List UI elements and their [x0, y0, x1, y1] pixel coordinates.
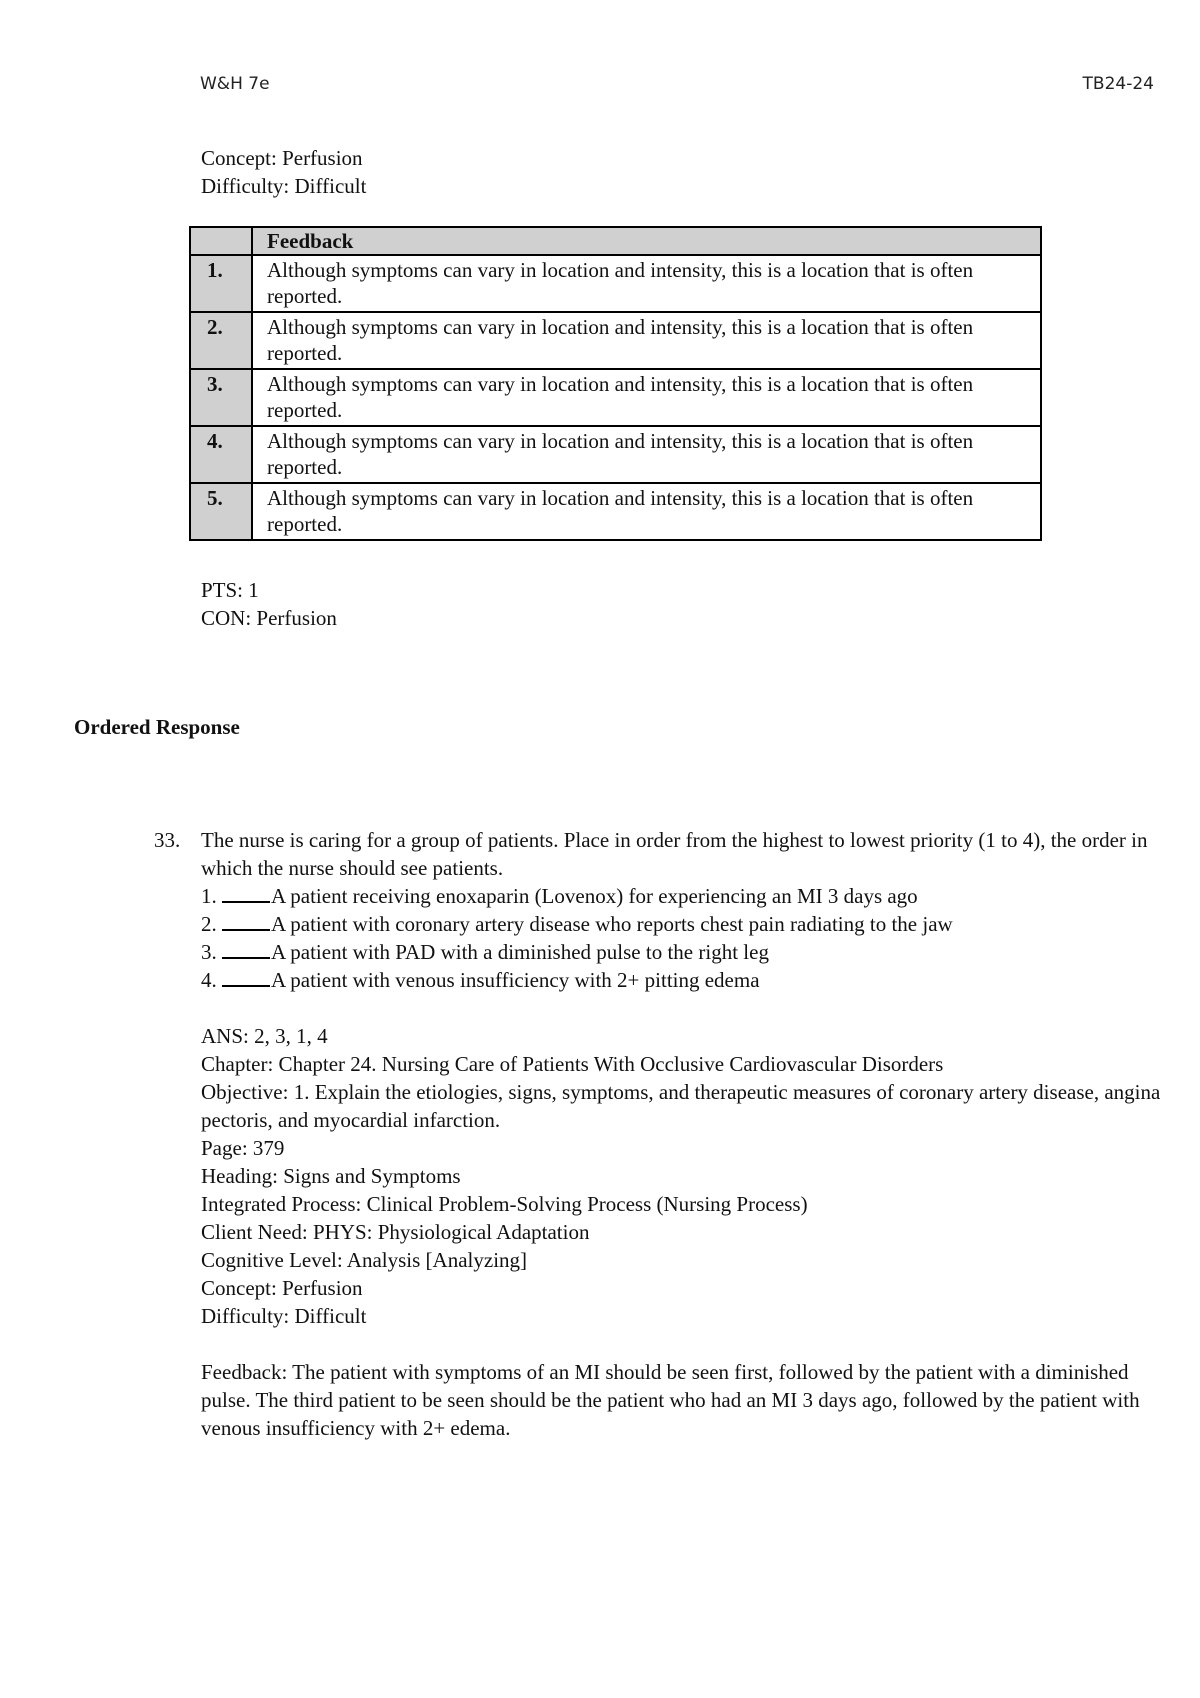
option-number: 2. [201, 912, 217, 936]
feedback-table-corner [190, 227, 252, 255]
integrated-process-line: Integrated Process: Clinical Problem-Solving Process (Nursing Process) [201, 1192, 808, 1216]
feedback-paragraph: Feedback: The patient with symptoms of an MI should be seen first, followed by the patient with a diminished pulse. The third patient to be seen should be the patient who had an MI 3 days ago, followed by the patient with venous insufficiency with 2+ edema. [201, 1360, 1140, 1440]
concept-line: Concept: Perfusion [201, 146, 363, 170]
answer-blank [222, 939, 270, 959]
answer-line: ANS: 2, 3, 1, 4 [201, 1024, 328, 1048]
concept-line: Concept: Perfusion [201, 1276, 363, 1300]
table-row [190, 426, 1041, 483]
option-item [201, 938, 1161, 966]
difficulty-line: Difficulty: Difficult [201, 174, 367, 198]
row-number: 1. [190, 255, 252, 312]
table-row [190, 369, 1041, 426]
option-number: 4. [201, 968, 217, 992]
option-text: A patient with venous insufficiency with 2+ pitting edema [271, 968, 760, 992]
row-feedback: Although symptoms can vary in location and intensity, this is a location that is often reported. [252, 312, 1041, 369]
option-text: A patient with PAD with a diminished pulse to the right leg [271, 940, 769, 964]
question-stem: The nurse is caring for a group of patients. Place in order from the highest to lowest priority (1 to 4), the order in which the nurse should see patients. [201, 828, 1148, 880]
option-item [201, 882, 1161, 910]
table-row [190, 255, 1041, 312]
difficulty-line: Difficulty: Difficult [201, 1304, 367, 1328]
page-line: Page: 379 [201, 1136, 285, 1160]
option-number: 1. [201, 884, 217, 908]
feedback-table-header: Feedback [252, 227, 1041, 255]
heading-line: Heading: Signs and Symptoms [201, 1164, 461, 1188]
running-header-left: W&H 7e [200, 74, 270, 94]
option-text: A patient with coronary artery disease who reports chest pain radiating to the jaw [271, 912, 953, 936]
feedback-table-header-row [190, 227, 1041, 255]
feedback-table [189, 226, 1042, 541]
row-number: 5. [190, 483, 252, 540]
row-feedback: Although symptoms can vary in location and intensity, this is a location that is often reported. [252, 369, 1041, 426]
row-number: 2. [190, 312, 252, 369]
cognitive-level-line: Cognitive Level: Analysis [Analyzing] [201, 1248, 528, 1272]
top-meta [201, 144, 366, 200]
row-feedback: Although symptoms can vary in location and intensity, this is a location that is often reported. [252, 255, 1041, 312]
pts-line: PTS: 1 [201, 578, 259, 602]
client-need-line: Client Need: PHYS: Physiological Adaptation [201, 1220, 590, 1244]
question-number: 33. [154, 828, 181, 852]
answer-blank [222, 967, 270, 987]
chapter-line: Chapter: Chapter 24. Nursing Care of Patients With Occlusive Cardiovascular Disorders [201, 1052, 944, 1076]
answer-blank [222, 883, 270, 903]
question-body [201, 826, 1161, 1442]
running-header-right: TB24-24 [1082, 74, 1154, 94]
row-feedback: Although symptoms can vary in location and intensity, this is a location that is often reported. [252, 426, 1041, 483]
row-number: 4. [190, 426, 252, 483]
answer-blank [222, 911, 270, 931]
row-feedback: Although symptoms can vary in location and intensity, this is a location that is often reported. [252, 483, 1041, 540]
option-text: A patient receiving enoxaparin (Lovenox) for experiencing an MI 3 days ago [271, 884, 918, 908]
objective-line: Objective: 1. Explain the etiologies, signs, symptoms, and therapeutic measures of coronary artery disease, angina pectoris, and myocardial infarction. [201, 1080, 1161, 1132]
table-row [190, 312, 1041, 369]
row-number: 3. [190, 369, 252, 426]
option-item [201, 966, 1161, 994]
con-line: CON: Perfusion [201, 606, 337, 630]
section-title: Ordered Response [74, 715, 240, 739]
table-row [190, 483, 1041, 540]
option-number: 3. [201, 940, 217, 964]
points-block [201, 576, 337, 632]
option-item [201, 910, 1161, 938]
